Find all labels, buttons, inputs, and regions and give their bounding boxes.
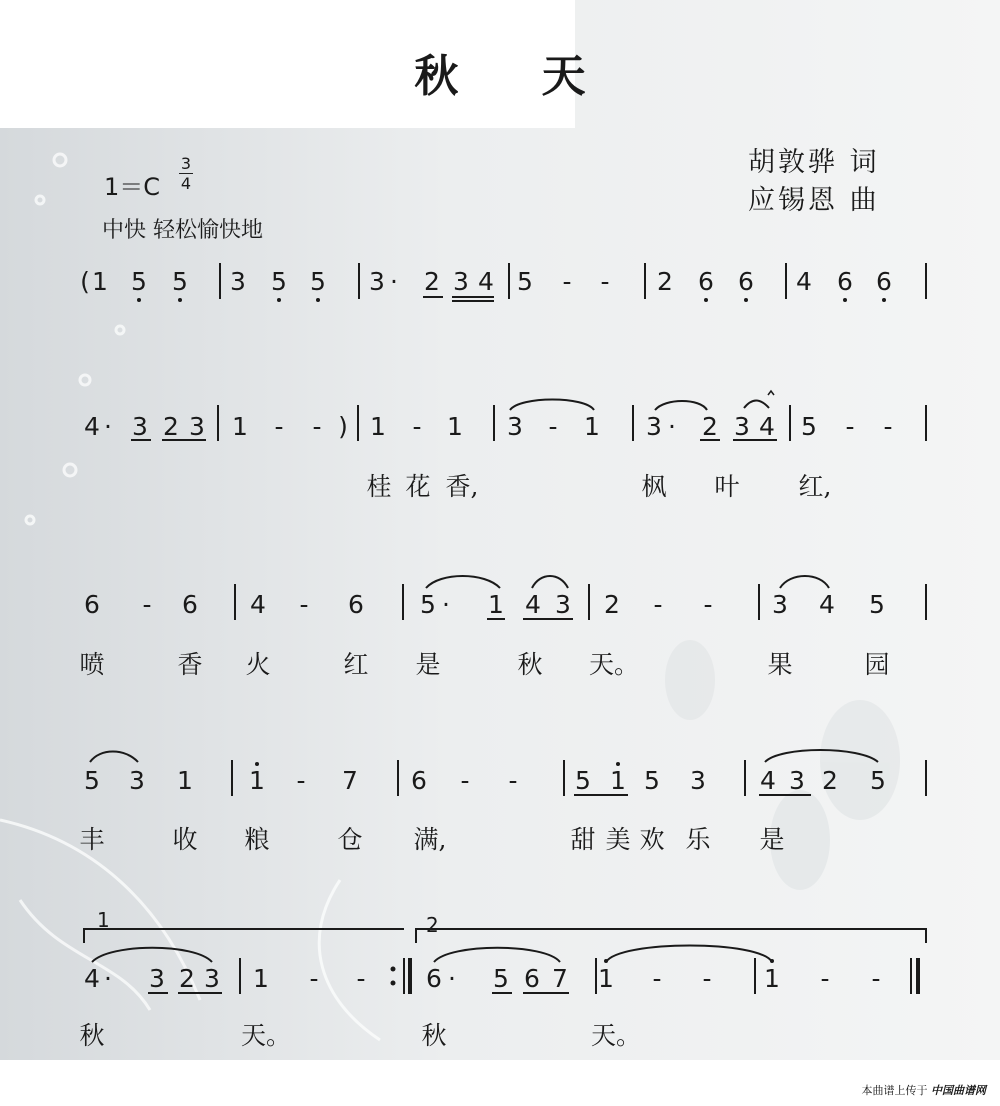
footer-credit xyxy=(862,1082,987,1098)
lyric: 果 xyxy=(767,650,793,679)
lyric: 甜 xyxy=(570,825,596,854)
note: 5 xyxy=(644,766,660,795)
lyric: 红 xyxy=(343,650,369,679)
lyric: 收 xyxy=(172,825,198,854)
lyric: 红, xyxy=(798,472,832,501)
note: - xyxy=(600,267,610,296)
note: 5 xyxy=(84,766,100,795)
lyric: 喷 xyxy=(79,650,105,679)
lyric: 满, xyxy=(413,825,447,854)
note: · xyxy=(448,964,456,993)
lyric: 秋 xyxy=(421,1021,447,1050)
note: 4 xyxy=(819,590,835,619)
note: 7 xyxy=(552,964,568,993)
note: - xyxy=(703,590,713,619)
key-signature: 1＝C xyxy=(104,173,161,201)
note: - xyxy=(548,412,558,441)
lyric: 是 xyxy=(415,650,441,679)
note: 1 xyxy=(488,590,504,619)
lyric: 乐 xyxy=(685,825,711,854)
note: 3 xyxy=(734,412,750,441)
note: 4 xyxy=(796,267,812,296)
note: 5 xyxy=(801,412,817,441)
note: 2 xyxy=(163,412,179,441)
note: 5 xyxy=(420,590,436,619)
lyric: 粮 xyxy=(244,825,270,854)
note: 2 xyxy=(604,590,620,619)
note: 6 xyxy=(182,590,198,619)
note: 1 xyxy=(584,412,600,441)
lyric: 花 xyxy=(405,472,431,501)
note: - xyxy=(845,412,855,441)
note: 2 xyxy=(179,964,195,993)
note: 4 xyxy=(84,412,100,441)
note: 7 xyxy=(342,766,358,795)
note: - xyxy=(296,766,306,795)
lyric: 叶 xyxy=(714,472,740,501)
note: 5 xyxy=(493,964,509,993)
note: 3 xyxy=(555,590,571,619)
note: ( xyxy=(80,267,90,296)
note: · xyxy=(104,412,112,441)
note: 2 xyxy=(657,267,673,296)
note: 6 xyxy=(837,267,853,296)
note: - xyxy=(412,412,422,441)
note: - xyxy=(508,766,518,795)
note: - xyxy=(142,590,152,619)
note: 3 xyxy=(189,412,205,441)
note: 5 xyxy=(271,267,287,296)
note: 4 xyxy=(759,412,775,441)
note: 5 xyxy=(172,267,188,296)
note: · xyxy=(442,590,450,619)
time-signature-bottom: 4 xyxy=(180,174,192,193)
time-signature-top: 3 xyxy=(180,154,192,173)
note: 5 xyxy=(575,766,591,795)
note: 3 xyxy=(149,964,165,993)
note: - xyxy=(274,412,284,441)
note: - xyxy=(820,964,830,993)
footer-site: 中国曲谱网 xyxy=(931,1084,986,1097)
note: · xyxy=(668,412,676,441)
note: 6 xyxy=(348,590,364,619)
lyric: 秋 xyxy=(79,1021,105,1050)
note: 3 xyxy=(690,766,706,795)
lyricist-credit: 胡敦骅 词 xyxy=(748,147,880,178)
note: - xyxy=(356,964,366,993)
note: 3 xyxy=(129,766,145,795)
lyric: 园 xyxy=(864,650,890,679)
note: - xyxy=(871,964,881,993)
note: - xyxy=(653,590,663,619)
note: 3 xyxy=(453,267,469,296)
note: - xyxy=(299,590,309,619)
note: ) xyxy=(338,412,348,441)
lyric: 火 xyxy=(245,650,271,679)
lyric: 天。 xyxy=(590,1021,642,1050)
note: - xyxy=(312,412,322,441)
note: 2 xyxy=(702,412,718,441)
note: 3 xyxy=(646,412,662,441)
tempo-marking: 中快 轻松愉快地 xyxy=(102,218,263,243)
note: 4 xyxy=(525,590,541,619)
note: 1 xyxy=(598,964,614,993)
lyric: 枫 xyxy=(641,472,667,501)
note: 1 xyxy=(249,766,265,795)
note: 3 xyxy=(789,766,805,795)
note: 3 xyxy=(132,412,148,441)
lyric: 是 xyxy=(759,825,785,854)
volta-1: 1 xyxy=(97,908,110,932)
note: 3 xyxy=(507,412,523,441)
note: 2 xyxy=(424,267,440,296)
composer-credit: 应锡恩 曲 xyxy=(748,185,880,216)
lyric: 天。 xyxy=(240,1021,292,1050)
note: 2 xyxy=(822,766,838,795)
note: 6 xyxy=(876,267,892,296)
song-title: 秋 天 xyxy=(414,51,620,102)
note: 5 xyxy=(517,267,533,296)
lyric: 香 xyxy=(177,650,203,679)
note: 5 xyxy=(131,267,147,296)
note: 1 xyxy=(764,964,780,993)
note: 1 xyxy=(610,766,626,795)
note: 3 xyxy=(204,964,220,993)
note: 5 xyxy=(869,590,885,619)
volta-2: 2 xyxy=(426,913,439,937)
note: 4 xyxy=(84,964,100,993)
note: 3 xyxy=(369,267,385,296)
lyric: 仓 xyxy=(337,825,363,854)
note: - xyxy=(652,964,662,993)
note: 4 xyxy=(760,766,776,795)
footer-text: 本曲谱上传于 xyxy=(861,1084,928,1097)
note: 1 xyxy=(370,412,386,441)
note: 5 xyxy=(310,267,326,296)
note: - xyxy=(702,964,712,993)
lyric: 美 xyxy=(605,825,631,854)
note: - xyxy=(883,412,893,441)
note: 6 xyxy=(426,964,442,993)
note: - xyxy=(562,267,572,296)
note: 6 xyxy=(84,590,100,619)
note: 3 xyxy=(772,590,788,619)
lyric: 香, xyxy=(445,472,479,501)
note: 1 xyxy=(177,766,193,795)
note: 1 xyxy=(232,412,248,441)
note: - xyxy=(309,964,319,993)
lyric: 天。 xyxy=(588,650,640,679)
note: 3 xyxy=(230,267,246,296)
note: · xyxy=(104,964,112,993)
note: 4 xyxy=(478,267,494,296)
note: 5 xyxy=(870,766,886,795)
lyric: 桂 xyxy=(366,472,392,501)
note: - xyxy=(460,766,470,795)
lyric: 秋 xyxy=(517,650,543,679)
note: 6 xyxy=(738,267,754,296)
note: · xyxy=(390,267,398,296)
lyric: 丰 xyxy=(79,825,105,854)
note: 6 xyxy=(411,766,427,795)
note: 6 xyxy=(524,964,540,993)
note: 4 xyxy=(250,590,266,619)
note: 1 xyxy=(92,267,108,296)
note: 6 xyxy=(698,267,714,296)
lyric: 欢 xyxy=(639,825,665,854)
note: 1 xyxy=(447,412,463,441)
note: 1 xyxy=(253,964,269,993)
